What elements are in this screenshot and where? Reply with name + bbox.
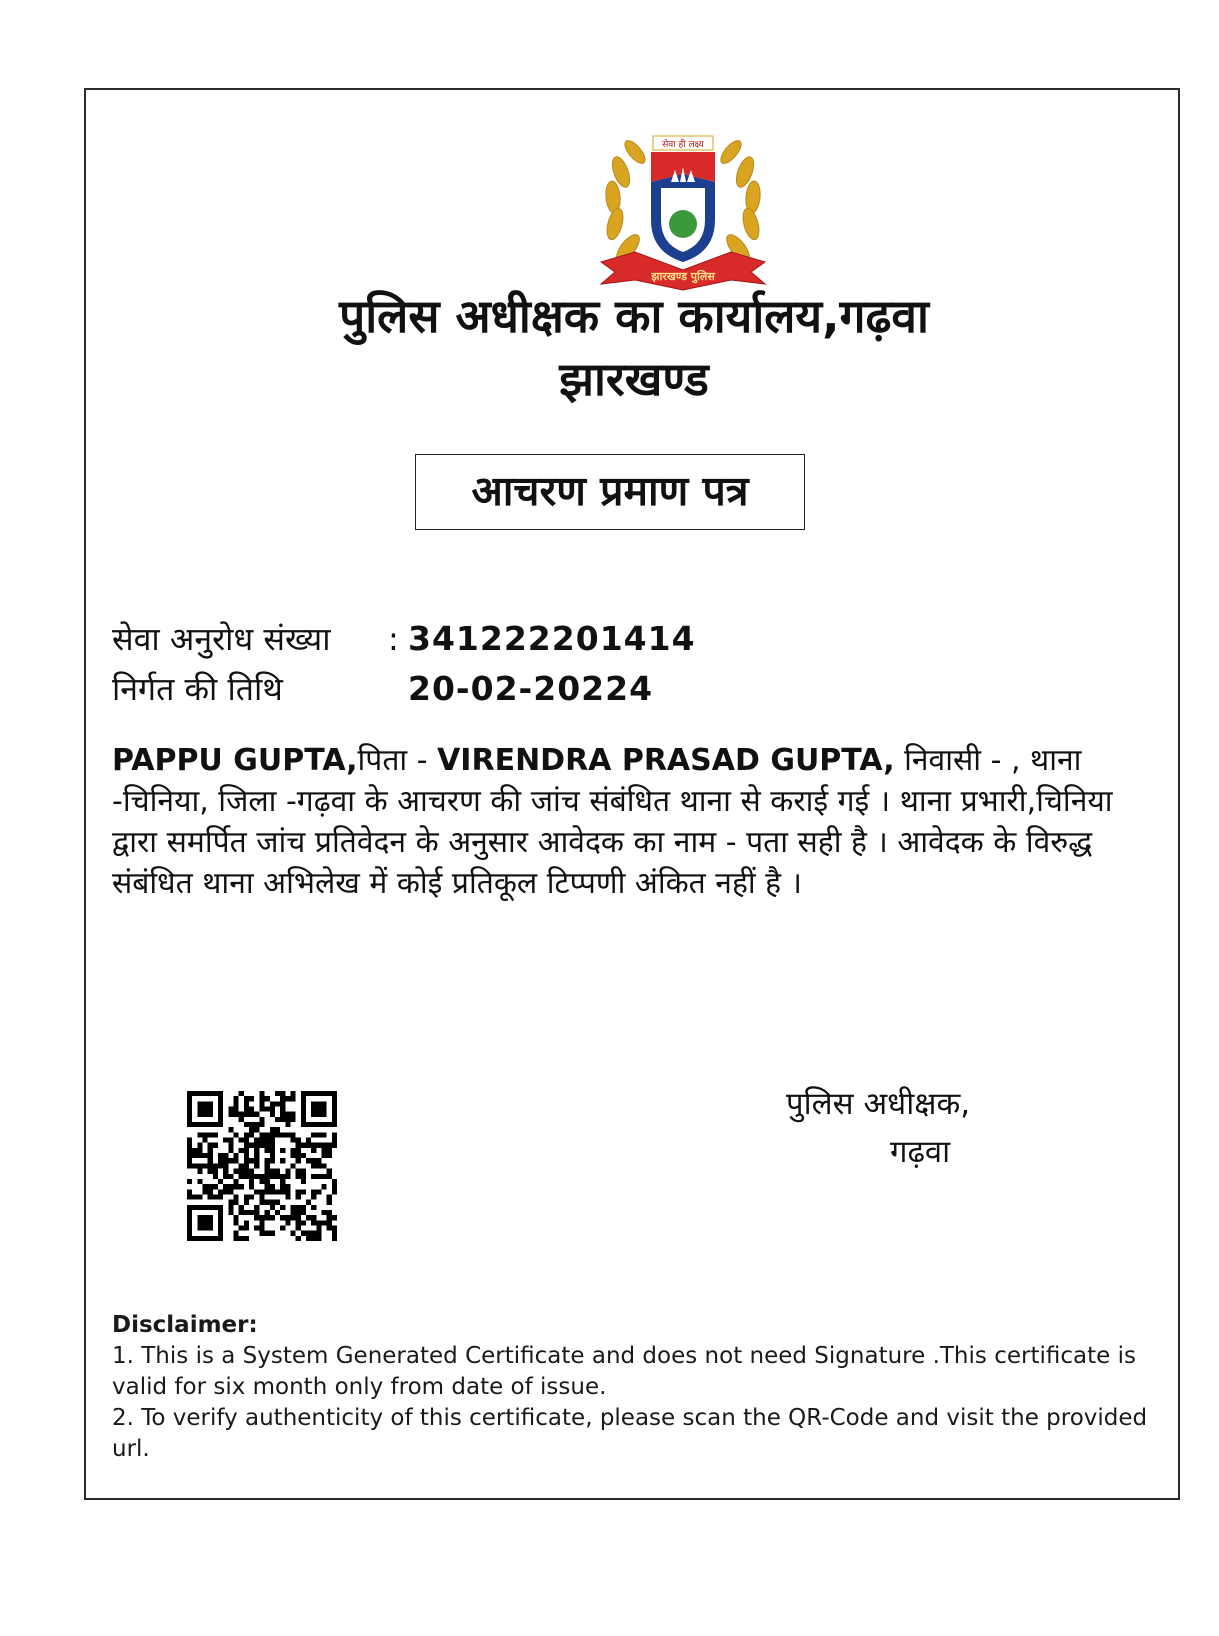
request-number-label: सेवा अनुरोध संख्या bbox=[112, 620, 331, 658]
certificate-title: आचरण प्रमाण पत्र bbox=[415, 454, 805, 530]
certificate-body bbox=[112, 740, 1152, 904]
disclaimer-line-2: 2. To verify authenticity of this certificate, please scan the QR-Code and visit the provided url. bbox=[112, 1405, 1148, 1462]
father-prefix: पिता - bbox=[357, 743, 438, 778]
issue-date-row bbox=[112, 666, 653, 712]
disclaimer-line-1: 1. This is a System Generated Certificate and does not need Signature .This certificate is valid for six month only from date of issue. bbox=[112, 1343, 1136, 1400]
request-number-value: 341222201414 bbox=[408, 619, 696, 658]
qr-code-icon[interactable] bbox=[187, 1091, 337, 1241]
body-text: निवासी - , थाना -चिनिया, जिला -गढ़वा के आचरण की जांच संबंधित थाना से कराई गई । थाना प्रभारी,चिनिया द्वारा समर्पित जांच प्रतिवेदन के अनुसार आवेदक का नाम - पता सही है । आवेदक के विरुद्ध संबंधित थाना अभिलेख में कोई प्रतिकूल टिप्पणी अंकित नहीं है । bbox=[112, 743, 1113, 901]
certificate bbox=[84, 88, 1180, 1500]
disclaimer-heading: Disclaimer: bbox=[112, 1312, 258, 1338]
office-title: पुलिस अधीक्षक का कार्यालय,गढ़वा bbox=[339, 289, 929, 343]
svg-text:झारखण्ड पुलिस: झारखण्ड पुलिस bbox=[651, 270, 715, 283]
issue-date-value: 20-02-20224 bbox=[408, 669, 654, 708]
svg-text:सेवा ही लक्ष्य: सेवा ही लक्ष्य bbox=[662, 140, 704, 150]
office-state: झारखण्ड bbox=[559, 352, 709, 406]
applicant-name: PAPPU GUPTA, bbox=[112, 743, 358, 778]
disclaimer bbox=[112, 1310, 1152, 1465]
signature-designation: पुलिस अधीक्षक, bbox=[786, 1086, 971, 1122]
signature-place: गढ़वा bbox=[890, 1134, 951, 1170]
father-name: VIRENDRA PRASAD GUPTA, bbox=[437, 743, 895, 778]
issue-date-label: निर्गत की तिथि bbox=[112, 670, 283, 708]
signature-block bbox=[786, 1080, 1086, 1176]
jharkhand-police-emblem-icon bbox=[583, 112, 783, 302]
request-number-row: सेवा अनुरोध संख्या : 341222201414 bbox=[112, 616, 696, 662]
